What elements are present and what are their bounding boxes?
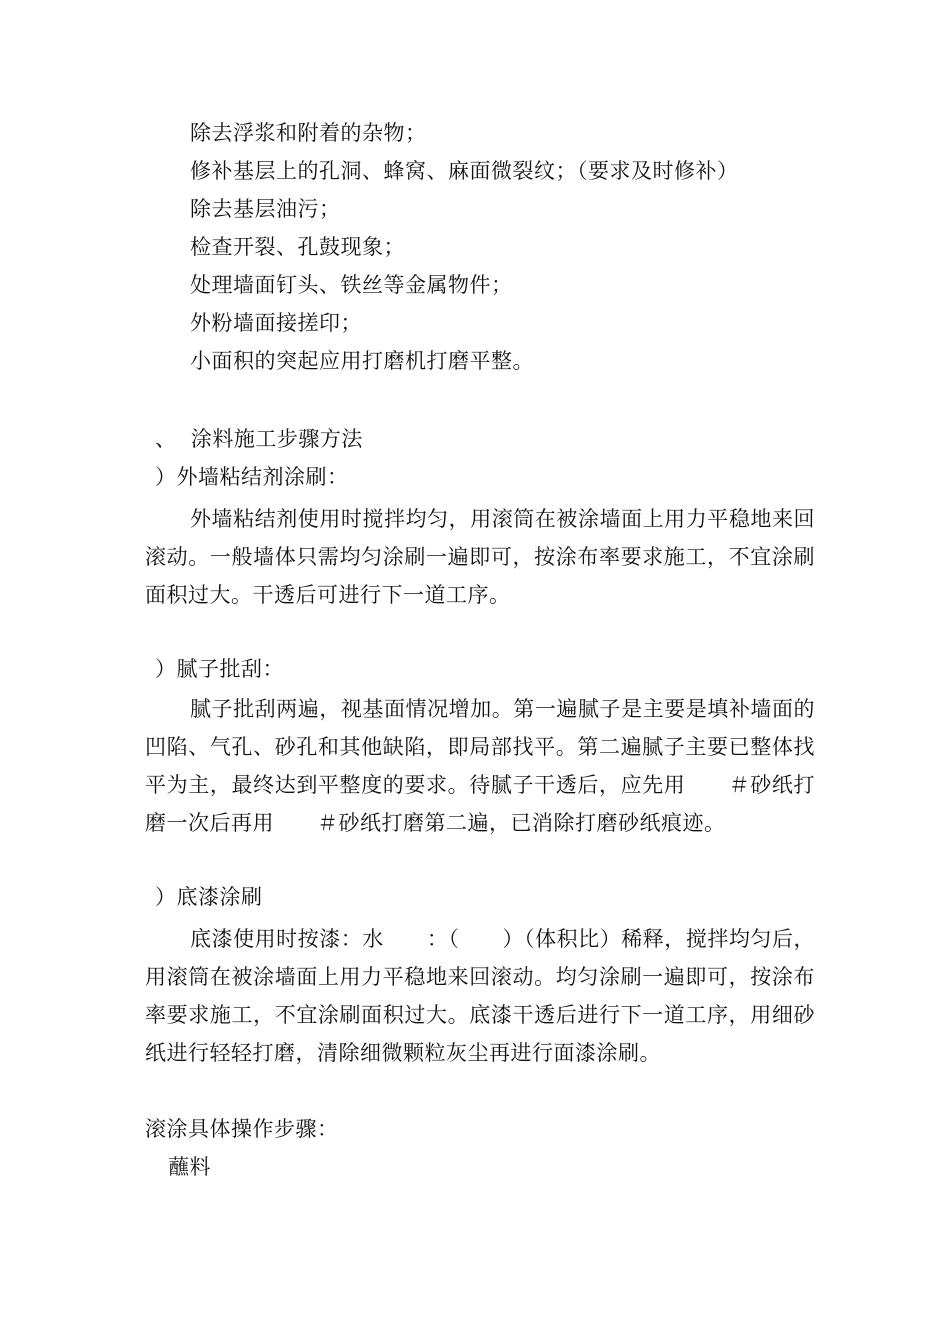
step1-title: ）外墙粘结剂涂刷： [155,465,349,489]
prep-item-7: 小面积的突起应用打磨机打磨平整。 [190,349,534,373]
section-heading: 、 涂料施工步骤方法 [155,427,363,451]
step3-body: 底漆使用时按漆：水 ：（ ）（体积比）稀释，搅拌均匀后，用滚筒在被涂墙面上用力平稳地来回滚动。均匀涂刷一遍即可，按涂布率要求施工，不宜涂刷面积过大。底漆干透后进行下一道工序，用细砂纸进行轻轻打磨，清除细微颗粒灰尘再进行面漆涂刷。 [145,927,815,1065]
step1-body-block [145,500,815,614]
step2-body: 腻子批刮两遍，视基面情况增加。第一遍腻子是主要是填补墙面的凹陷、气孔、砂孔和其他缺陷，即局部找平。第二遍腻子主要已整体找平为主，最终达到平整度的要求。待腻子干透后，应先用 ＃砂纸打磨一次后再用 ＃砂纸打磨第二遍，已消除打磨砂纸痕迹。 [145,697,815,835]
step3-title: ）底漆涂刷 [155,885,263,909]
prep-item-1: 除去浮浆和附着的杂物； [190,121,427,145]
roller-title: 滚涂具体操作步骤： [145,1117,339,1141]
roller-step-1: 蘸料 [168,1155,211,1179]
prep-item-4: 检查开裂、孔鼓现象； [190,235,405,259]
prep-item-2: 修补基层上的孔洞、蜂窝、麻面微裂纹；（要求及时修补） [190,159,739,183]
step2-body-block [145,690,815,842]
step3-body-block [145,920,815,1072]
step1-body: 外墙粘结剂使用时搅拌均匀，用滚筒在被涂墙面上用力平稳地来回滚动。一般墙体只需均匀涂刷一遍即可，按涂布率要求施工，不宜涂刷面积过大。干透后可进行下一道工序。 [145,507,815,607]
prep-item-6: 外粉墙面接搓印； [190,311,362,335]
prep-item-5: 处理墙面钉头、铁丝等金属物件； [190,273,513,297]
prep-item-3: 除去基层油污； [190,197,341,221]
step2-title: ）腻子批刮： [155,657,284,681]
